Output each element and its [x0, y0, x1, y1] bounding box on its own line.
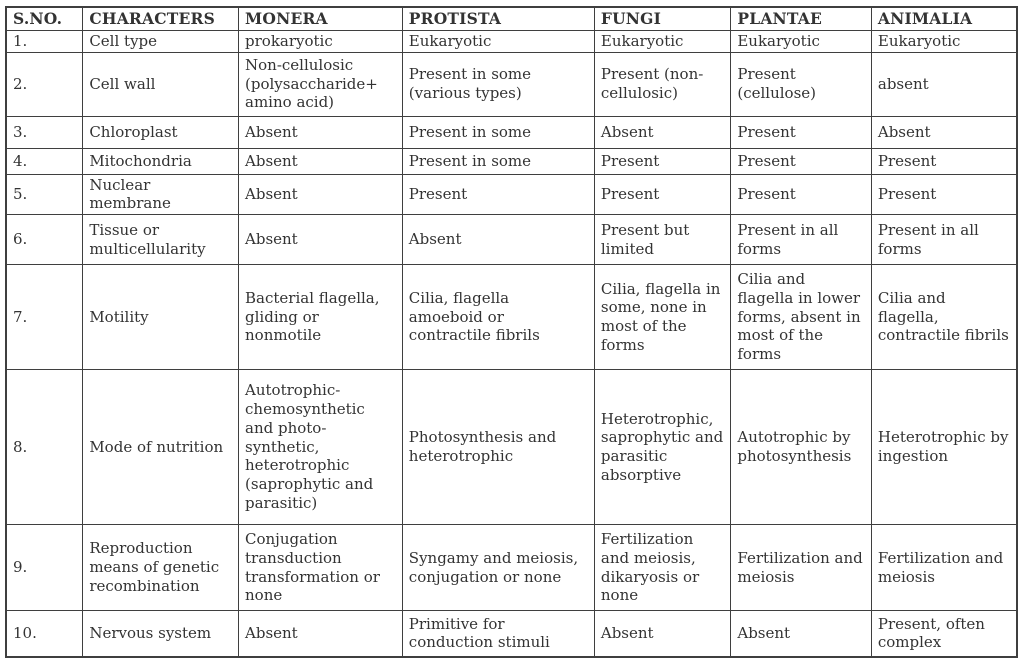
fungi-cell: Present (non-cellulosic) [594, 52, 730, 116]
table-row [6, 148, 1017, 174]
serial-cell: 10. [6, 611, 83, 657]
protista-cell: Present in some [402, 148, 594, 174]
column-header-plantae: PLANTAE [731, 7, 872, 30]
fungi-cell: Present but limited [594, 215, 730, 265]
table-row [6, 525, 1017, 611]
fungi-cell: Absent [594, 116, 730, 148]
monera-cell: Non-cellulosic (polysaccharide+ amino acid) [239, 52, 403, 116]
character-cell: Mitochondria [83, 148, 239, 174]
serial-cell: 2. [6, 52, 83, 116]
serial-cell: 7. [6, 265, 83, 370]
plantae-cell: Present (cellulose) [731, 52, 872, 116]
monera-cell: Absent [239, 215, 403, 265]
protista-cell: Present [402, 174, 594, 215]
column-header-animalia: ANIMALIA [871, 7, 1017, 30]
plantae-cell: Eukaryotic [731, 30, 872, 52]
fungi-cell: Eukaryotic [594, 30, 730, 52]
table-row [6, 370, 1017, 525]
character-cell: Cell wall [83, 52, 239, 116]
plantae-cell: Cilia and flagella in lower forms, absent in most of the forms [731, 265, 872, 370]
character-cell: Mode of nutrition [83, 370, 239, 525]
plantae-cell: Fertilization and meiosis [731, 525, 872, 611]
animalia-cell: Heterotrophic by ingestion [871, 370, 1017, 525]
protista-cell: Syngamy and meiosis, conjugation or none [402, 525, 594, 611]
fungi-cell: Cilia, flagella in some, none in most of the forms [594, 265, 730, 370]
serial-cell: 9. [6, 525, 83, 611]
protista-cell: Photosynthesis and heterotrophic [402, 370, 594, 525]
animalia-cell: Eukaryotic [871, 30, 1017, 52]
monera-cell: prokaryotic [239, 30, 403, 52]
five-kingdoms-comparison-table [5, 6, 1018, 658]
character-cell: Motility [83, 265, 239, 370]
column-header-monera: MONERA [239, 7, 403, 30]
table-row [6, 215, 1017, 265]
character-cell: Cell type [83, 30, 239, 52]
column-header-sno: S.NO. [6, 7, 83, 30]
plantae-cell: Present in all forms [731, 215, 872, 265]
monera-cell: Absent [239, 116, 403, 148]
plantae-cell: Absent [731, 611, 872, 657]
character-cell: Tissue or multicellularity [83, 215, 239, 265]
serial-cell: 8. [6, 370, 83, 525]
header-row [6, 7, 1017, 30]
column-header-fungi: FUNGI [594, 7, 730, 30]
column-header-characters: CHARACTERS [83, 7, 239, 30]
serial-cell: 3. [6, 116, 83, 148]
character-cell: Chloroplast [83, 116, 239, 148]
animalia-cell: Present in all forms [871, 215, 1017, 265]
protista-cell: Eukaryotic [402, 30, 594, 52]
animalia-cell: Present [871, 174, 1017, 215]
protista-cell: Present in some (various types) [402, 52, 594, 116]
plantae-cell: Autotrophic by photosynthesis [731, 370, 872, 525]
animalia-cell: absent [871, 52, 1017, 116]
monera-cell: Bacterial flagella, gliding or nonmotile [239, 265, 403, 370]
table-body [6, 30, 1017, 657]
animalia-cell: Present [871, 148, 1017, 174]
animalia-cell: Fertilization and meiosis [871, 525, 1017, 611]
fungi-cell: Heterotrophic, saprophytic and parasitic absorptive [594, 370, 730, 525]
protista-cell: Primitive for conduction stimuli [402, 611, 594, 657]
animalia-cell: Present, often complex [871, 611, 1017, 657]
fungi-cell: Fertilization and meiosis, dikaryosis or none [594, 525, 730, 611]
protista-cell: Present in some [402, 116, 594, 148]
table-row [6, 611, 1017, 657]
protista-cell: Cilia, flagella amoeboid or contractile fibrils [402, 265, 594, 370]
monera-cell: Absent [239, 174, 403, 215]
monera-cell: Absent [239, 611, 403, 657]
character-cell: Nervous system [83, 611, 239, 657]
fungi-cell: Absent [594, 611, 730, 657]
character-cell: Reproduction means of genetic recombination [83, 525, 239, 611]
monera-cell: Autotrophic-chemosynthetic and photo-synthetic, heterotrophic (saprophytic and parasitic) [239, 370, 403, 525]
serial-cell: 1. [6, 30, 83, 52]
monera-cell: Absent [239, 148, 403, 174]
protista-cell: Absent [402, 215, 594, 265]
animalia-cell: Absent [871, 116, 1017, 148]
table-row [6, 116, 1017, 148]
table-row [6, 174, 1017, 215]
fungi-cell: Present [594, 174, 730, 215]
monera-cell: Conjugation transduction transformation or none [239, 525, 403, 611]
character-cell: Nuclear membrane [83, 174, 239, 215]
serial-cell: 4. [6, 148, 83, 174]
fungi-cell: Present [594, 148, 730, 174]
column-header-protista: PROTISTA [402, 7, 594, 30]
plantae-cell: Present [731, 174, 872, 215]
table-row [6, 52, 1017, 116]
animalia-cell: Cilia and flagella, contractile fibrils [871, 265, 1017, 370]
serial-cell: 5. [6, 174, 83, 215]
table-row [6, 265, 1017, 370]
table-row [6, 30, 1017, 52]
plantae-cell: Present [731, 148, 872, 174]
plantae-cell: Present [731, 116, 872, 148]
serial-cell: 6. [6, 215, 83, 265]
